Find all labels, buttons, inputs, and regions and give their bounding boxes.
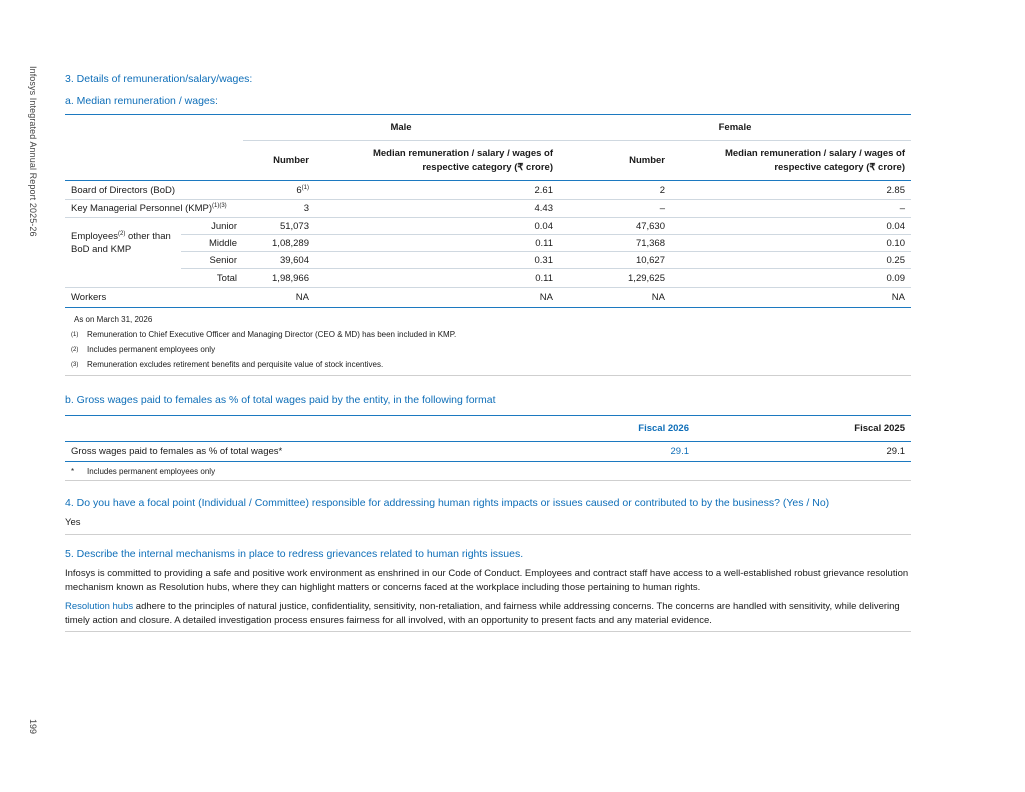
median-remuneration-table [65,114,911,308]
divider [65,631,911,632]
row-label: Gross wages paid to females as % of total wages* [71,446,283,457]
row-label: Junior [211,220,237,232]
cell: 0.25 [671,252,911,269]
row-label: Middle [181,235,243,252]
female-number-header: Number [559,141,671,181]
employees-row-label: Employees$^{(2)}$ other than BoD and KMP [71,231,171,256]
fiscal-2026-header: Fiscal 2026 [638,423,689,434]
cell: 2.85 [886,184,905,196]
table-notes [65,308,911,372]
cell: NA [295,292,309,303]
cell: 39,604 [243,252,315,269]
table-row [65,200,911,218]
cell: 0.10 [671,235,911,252]
cell: 1,08,289 [243,235,315,252]
cell: 1,29,625 [559,269,671,288]
female-median-header: Median remuneration / salary / wages of respective category (₹ crore) [671,141,911,181]
note-as-on: As on March 31, 2026 [74,315,153,324]
cell: 0.31 [315,252,559,269]
fiscal-2025-header: Fiscal 2025 [854,423,905,434]
male-group-header: Male [390,122,412,133]
row-label: Key Managerial Personnel (KMP)$^{(1)(3)}$ [71,202,227,214]
female-group-header: Female [718,122,752,133]
cell: 0.04 [534,220,553,232]
cell: 29.1 [886,446,905,457]
cell: NA [891,292,905,303]
cell: 0.11 [315,269,559,288]
row-label: Total [181,269,243,288]
section3a-subheading: a. Median remuneration / wages: [65,95,218,107]
footnote: * Includes permanent employees only [71,466,216,476]
table-row [65,235,911,252]
section4-answer: Yes [65,517,81,528]
divider [65,375,911,376]
table-row [65,252,911,269]
gross-wages-table [65,415,911,462]
divider [65,480,911,481]
cell: 29.1 [670,446,689,457]
cell: 0.09 [671,269,911,288]
male-median-header: Median remuneration / salary / wages of respective category (₹ crore) [315,141,559,181]
cell: 2 [659,184,665,196]
cell: – [659,203,665,214]
male-number-header: Number [243,141,315,181]
section3b-heading: b. Gross wages paid to females as % of total wages paid by the entity, in the following format [65,394,496,406]
section4-heading: 4. Do you have a focal point (Individual / Committee) responsible for addressing human rights impacts or issues caused or contributed to by the business? (Yes / No) [65,497,830,509]
row-label: Senior [181,252,243,269]
cell: 71,368 [559,235,671,252]
cell: NA [651,292,665,303]
cell: – [899,203,905,214]
report-title: Infosys Integrated Annual Report 2025-26 [28,66,38,237]
cell: 0.11 [315,235,559,252]
cell: 2.61 [534,184,553,196]
table-row [65,269,911,288]
row-label: Workers [71,292,107,303]
page-number: 199 [28,719,38,735]
table-row [65,442,911,462]
divider [65,534,911,535]
cell: 6$^{(1)}$ [296,184,309,196]
table-row [65,288,911,308]
cell: 47,630 [635,220,665,232]
cell: 1,98,966 [243,269,315,288]
cell: 10,627 [559,252,671,269]
footnote: (3) Remuneration excludes retirement benefits and perquisite value of stock incentives. [71,360,384,369]
cell: 51,073 [279,220,309,232]
section5-heading: 5. Describe the internal mechanisms in place to redress grievances related to human rights issues. [65,548,524,560]
section5-paragraph: Infosys is committed to providing a safe and positive work environment as enshrined in our Code of Conduct. Employees and contract staff have access to a well-established robust grievance resolution mechanism known as Resolution hubs, where they can highlight matters or concerns faced at the workplace including those pertaining to human rights. [65,568,909,593]
table-row [65,218,911,235]
section5-paragraph: Resolution hubs adhere to the principles of natural justice, confidentiality, sensitivity, non-retaliation, and fairness while addressing concerns. The concerns are handled with sensitivity, while delivering timely action and closure. A detailed investigation process ensures fairness for all involved, with an opportunity to present facts and any material evidence. [65,601,900,626]
cell: 0.04 [886,220,905,232]
row-label: Board of Directors (BoD) [71,184,176,196]
cell: NA [539,292,553,303]
resolution-hubs-link[interactable]: Resolution hubs [65,601,134,612]
footnote: (1) Remuneration to Chief Executive Officer and Managing Director (CEO & MD) has been included in KMP. [71,330,457,339]
section3-heading: 3. Details of remuneration/salary/wages: [65,73,253,85]
table-row [65,181,911,200]
footnote: (2) Includes permanent employees only [71,345,216,354]
cell: 3 [303,203,309,214]
cell: 4.43 [534,203,553,214]
page-content [65,73,911,632]
